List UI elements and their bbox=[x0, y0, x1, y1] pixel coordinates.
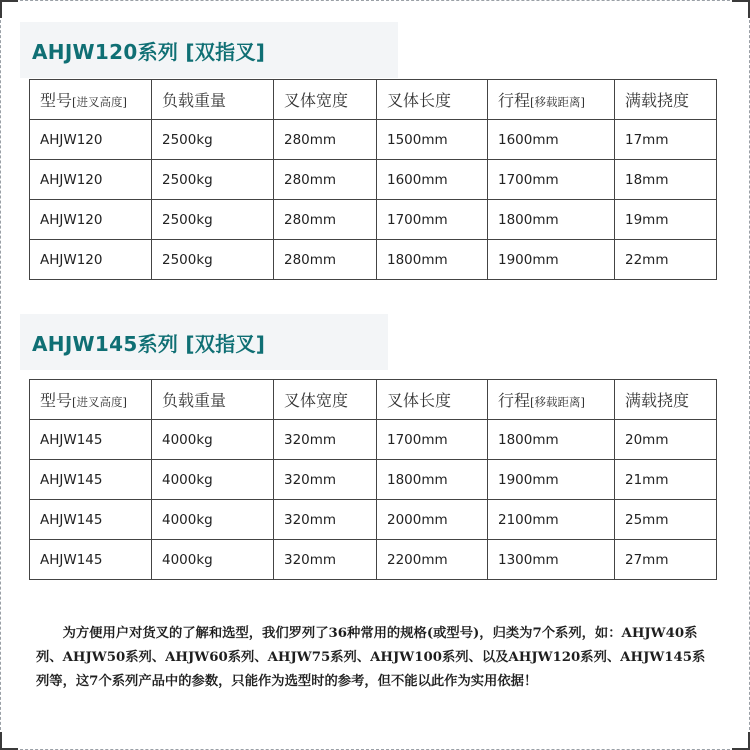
cell-fork-length: 2200mm bbox=[377, 540, 488, 580]
corner-tick bbox=[0, 0, 18, 2]
cell-model: AHJW120 bbox=[30, 160, 152, 200]
cell-model: AHJW145 bbox=[30, 500, 152, 540]
cell-model: AHJW120 bbox=[30, 120, 152, 160]
table-row bbox=[30, 460, 717, 500]
header-main: 叉体长度 bbox=[387, 91, 452, 110]
column-header-deflection bbox=[615, 80, 717, 120]
column-header-model bbox=[30, 380, 152, 420]
cell-deflection: 21mm bbox=[615, 460, 717, 500]
header-sub: [进叉高度] bbox=[72, 95, 127, 109]
cell-stroke: 1900mm bbox=[488, 460, 615, 500]
cell-stroke: 1800mm bbox=[488, 420, 615, 460]
header-main: 满载挠度 bbox=[625, 91, 690, 110]
cell-fork-width: 320mm bbox=[274, 500, 377, 540]
spec-table-ahjw120 bbox=[29, 79, 717, 280]
column-header-fork-width bbox=[274, 380, 377, 420]
column-header-fork-length bbox=[377, 80, 488, 120]
cell-fork-width: 320mm bbox=[274, 540, 377, 580]
header-main: 负载重量 bbox=[162, 391, 227, 410]
cell-fork-width: 280mm bbox=[274, 160, 377, 200]
cell-fork-width: 280mm bbox=[274, 120, 377, 160]
cell-model: AHJW120 bbox=[30, 240, 152, 280]
cell-load: 4000kg bbox=[152, 500, 274, 540]
table-header-row bbox=[30, 380, 717, 420]
cell-deflection: 20mm bbox=[615, 420, 717, 460]
spec-table-ahjw145 bbox=[29, 379, 717, 580]
cell-load: 2500kg bbox=[152, 240, 274, 280]
header-main: 行程 bbox=[498, 391, 531, 410]
cell-deflection: 18mm bbox=[615, 160, 717, 200]
cell-fork-width: 320mm bbox=[274, 420, 377, 460]
cell-fork-length: 1700mm bbox=[377, 420, 488, 460]
cell-deflection: 19mm bbox=[615, 200, 717, 240]
cell-fork-length: 1700mm bbox=[377, 200, 488, 240]
cell-fork-length: 1800mm bbox=[377, 460, 488, 500]
cell-stroke: 1800mm bbox=[488, 200, 615, 240]
header-main: 型号 bbox=[40, 91, 73, 110]
header-sub: [移载距离] bbox=[530, 395, 585, 409]
column-header-model bbox=[30, 80, 152, 120]
table-row bbox=[30, 420, 717, 460]
cell-load: 2500kg bbox=[152, 120, 274, 160]
cell-model: AHJW120 bbox=[30, 200, 152, 240]
table-row bbox=[30, 200, 717, 240]
footnote-paragraph: 为方便用户对货叉的了解和选型，我们罗列了36种常用的规格(或型号)，归类为7个系列，如：AHJW40系列、AHJW50系列、AHJW60系列、AHJW75系列、AHJW100系列、以及AHJW120系列、AHJW145系列等，这7个系列产品中的参数，只能作为选型时的参考，但不能以此作为实用依据！ bbox=[36, 626, 706, 689]
cell-fork-width: 280mm bbox=[274, 200, 377, 240]
cell-deflection: 27mm bbox=[615, 540, 717, 580]
cell-stroke: 1700mm bbox=[488, 160, 615, 200]
cell-load: 4000kg bbox=[152, 420, 274, 460]
header-main: 负载重量 bbox=[162, 91, 227, 110]
cell-deflection: 22mm bbox=[615, 240, 717, 280]
cell-fork-length: 1800mm bbox=[377, 240, 488, 280]
header-main: 型号 bbox=[40, 391, 73, 410]
header-main: 行程 bbox=[498, 91, 531, 110]
corner-tick bbox=[732, 0, 750, 2]
header-sub: [进叉高度] bbox=[72, 395, 127, 409]
cell-fork-width: 280mm bbox=[274, 240, 377, 280]
column-header-load bbox=[152, 380, 274, 420]
column-header-fork-width bbox=[274, 80, 377, 120]
header-main: 叉体长度 bbox=[387, 391, 452, 410]
cell-fork-length: 2000mm bbox=[377, 500, 488, 540]
cell-stroke: 1900mm bbox=[488, 240, 615, 280]
column-header-stroke bbox=[488, 80, 615, 120]
cell-stroke: 2100mm bbox=[488, 500, 615, 540]
corner-tick bbox=[0, 0, 2, 18]
header-main: 叉体宽度 bbox=[284, 391, 349, 410]
header-main: 叉体宽度 bbox=[284, 91, 349, 110]
column-header-deflection bbox=[615, 380, 717, 420]
cell-deflection: 25mm bbox=[615, 500, 717, 540]
header-main: 满载挠度 bbox=[625, 391, 690, 410]
cell-model: AHJW145 bbox=[30, 460, 152, 500]
section-title-ahjw120: AHJW120系列 [双指叉] bbox=[20, 22, 398, 78]
section-title-ahjw145: AHJW145系列 [双指叉] bbox=[20, 314, 388, 370]
cell-fork-length: 1500mm bbox=[377, 120, 488, 160]
cell-load: 2500kg bbox=[152, 200, 274, 240]
table-row bbox=[30, 500, 717, 540]
cell-model: AHJW145 bbox=[30, 540, 152, 580]
cell-load: 4000kg bbox=[152, 460, 274, 500]
cell-fork-width: 320mm bbox=[274, 460, 377, 500]
table-header-row bbox=[30, 80, 717, 120]
table-row bbox=[30, 160, 717, 200]
table-row bbox=[30, 120, 717, 160]
column-header-load bbox=[152, 80, 274, 120]
cell-load: 2500kg bbox=[152, 160, 274, 200]
cell-deflection: 17mm bbox=[615, 120, 717, 160]
table-row bbox=[30, 540, 717, 580]
cell-fork-length: 1600mm bbox=[377, 160, 488, 200]
cell-load: 4000kg bbox=[152, 540, 274, 580]
table-row bbox=[30, 240, 717, 280]
cell-stroke: 1300mm bbox=[488, 540, 615, 580]
cell-stroke: 1600mm bbox=[488, 120, 615, 160]
column-header-fork-length bbox=[377, 380, 488, 420]
cell-model: AHJW145 bbox=[30, 420, 152, 460]
column-header-stroke bbox=[488, 380, 615, 420]
header-sub: [移载距离] bbox=[530, 95, 585, 109]
